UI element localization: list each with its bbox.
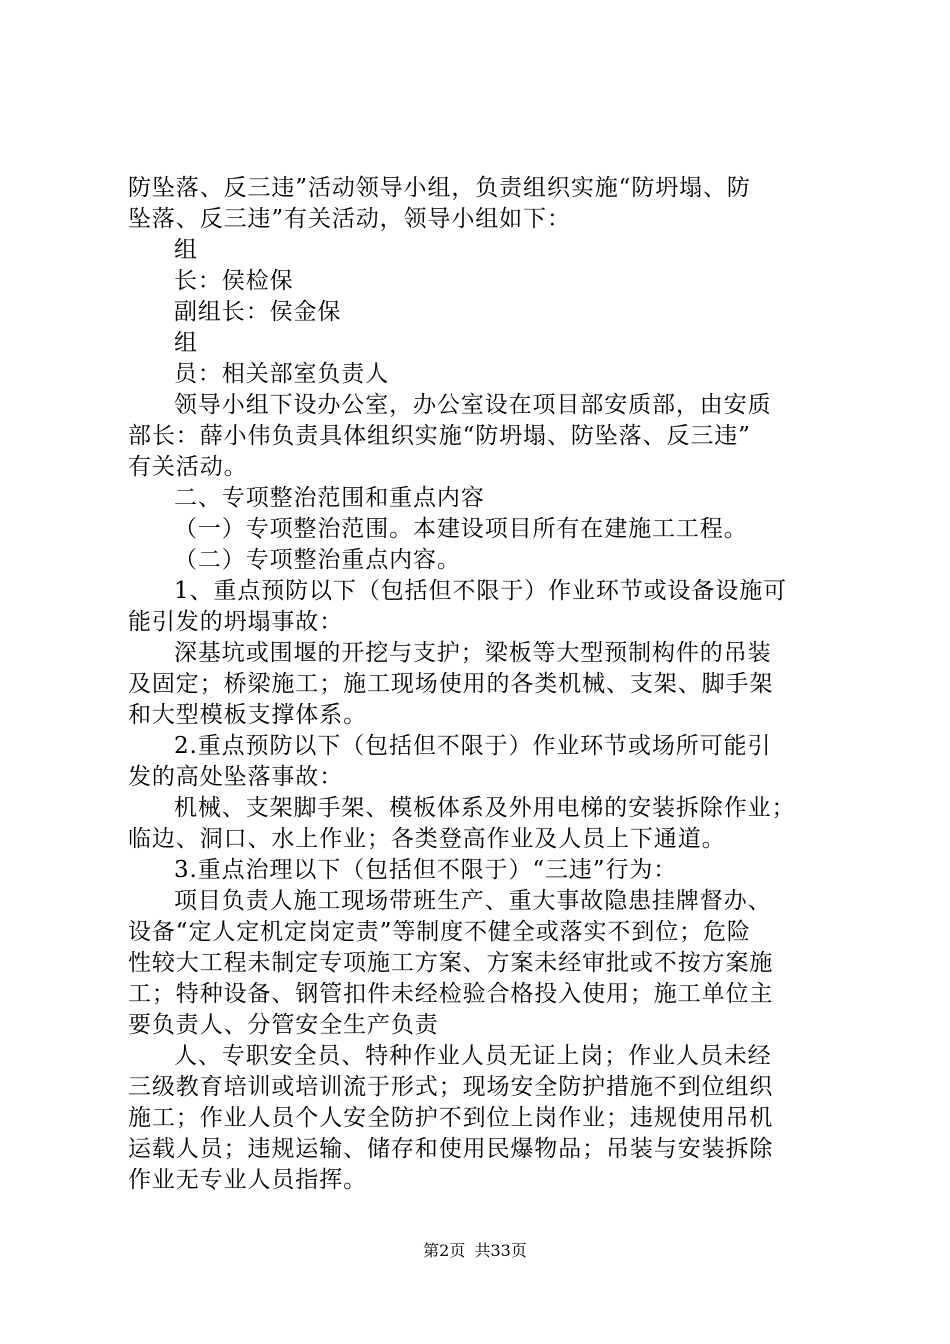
text-line: （二）专项整治重点内容。	[174, 547, 461, 573]
text-line: 3.重点治理以下（包括但不限于）“三违”行为：	[174, 857, 678, 883]
page-total: 共33页	[474, 1241, 527, 1260]
text-line: 坠落、反三违”有关活动，领导小组如下：	[128, 206, 571, 232]
text-line: 施工；作业人员个人安全防护不到位上岗作业；违规使用吊机	[128, 1105, 774, 1131]
text-line: 有关活动。	[128, 454, 248, 480]
text-line: 机械、支架脚手架、模板体系及外用电梯的安装拆除作业；	[174, 795, 796, 821]
text-line: 及固定；桥梁施工；施工现场使用的各类机械、支架、脚手架	[128, 671, 774, 697]
text-line: 领导小组下设办公室，办公室设在项目部安质部，由安质	[174, 392, 772, 418]
text-line: 要负责人、分管安全生产负责	[128, 1012, 439, 1038]
text-line: 性较大工程未制定专项施工方案、方案未经审批或不按方案施	[128, 950, 774, 976]
text-line: 临边、洞口、水上作业；各类登高作业及人员上下通道。	[128, 826, 726, 852]
text-line: 三级教育培训或培训流于形式；现场安全防护措施不到位组织	[128, 1074, 774, 1100]
text-line: 副组长：侯金保	[174, 299, 342, 325]
text-line: （一）专项整治范围。本建设项目所有在建施工工程。	[174, 516, 748, 542]
text-line: 1、重点预防以下（包括但不限于）作业环节或设备设施可	[174, 578, 788, 604]
text-line: 防坠落、反三违”活动领导小组，负责组织实施“防坍塌、防	[128, 175, 751, 201]
text-line: 人、专职安全员、特种作业人员无证上岗；作业人员未经	[174, 1043, 772, 1069]
text-line: 设备“定人定机定岗定责”等制度不健全或落实不到位；危险	[128, 919, 751, 945]
page-footer	[0, 1241, 950, 1261]
text-line: 作业无专业人员指挥。	[128, 1167, 367, 1193]
text-line: 深基坑或围堰的开挖与支护；梁板等大型预制构件的吊装	[174, 640, 772, 666]
text-line: 部长：薛小伟负责具体组织实施“防坍塌、防坠落、反三违”	[128, 423, 751, 449]
text-line: 和大型模板支撑体系。	[128, 702, 367, 728]
text-line: 2.重点预防以下（包括但不限于）作业环节或场所可能引	[174, 733, 772, 759]
text-line: 运载人员；违规运输、储存和使用民爆物品；吊装与安装拆除	[128, 1136, 774, 1162]
text-line: 组	[174, 237, 198, 263]
text-line: 发的高处坠落事故：	[128, 764, 344, 790]
text-line: 工；特种设备、钢管扣件未经检验合格投入使用；施工单位主	[128, 981, 774, 1007]
text-line: 组	[174, 330, 198, 356]
section-heading: 二、专项整治范围和重点内容	[174, 485, 485, 511]
document-body	[128, 173, 828, 1196]
text-line: 能引发的坍塌事故：	[128, 609, 344, 635]
page-number: 第2页	[423, 1241, 466, 1260]
text-line: 项目负责人施工现场带班生产、重大事故隐患挂牌督办、	[174, 888, 772, 914]
text-line: 长：侯检保	[174, 268, 294, 294]
text-line: 员：相关部室负责人	[174, 361, 390, 387]
